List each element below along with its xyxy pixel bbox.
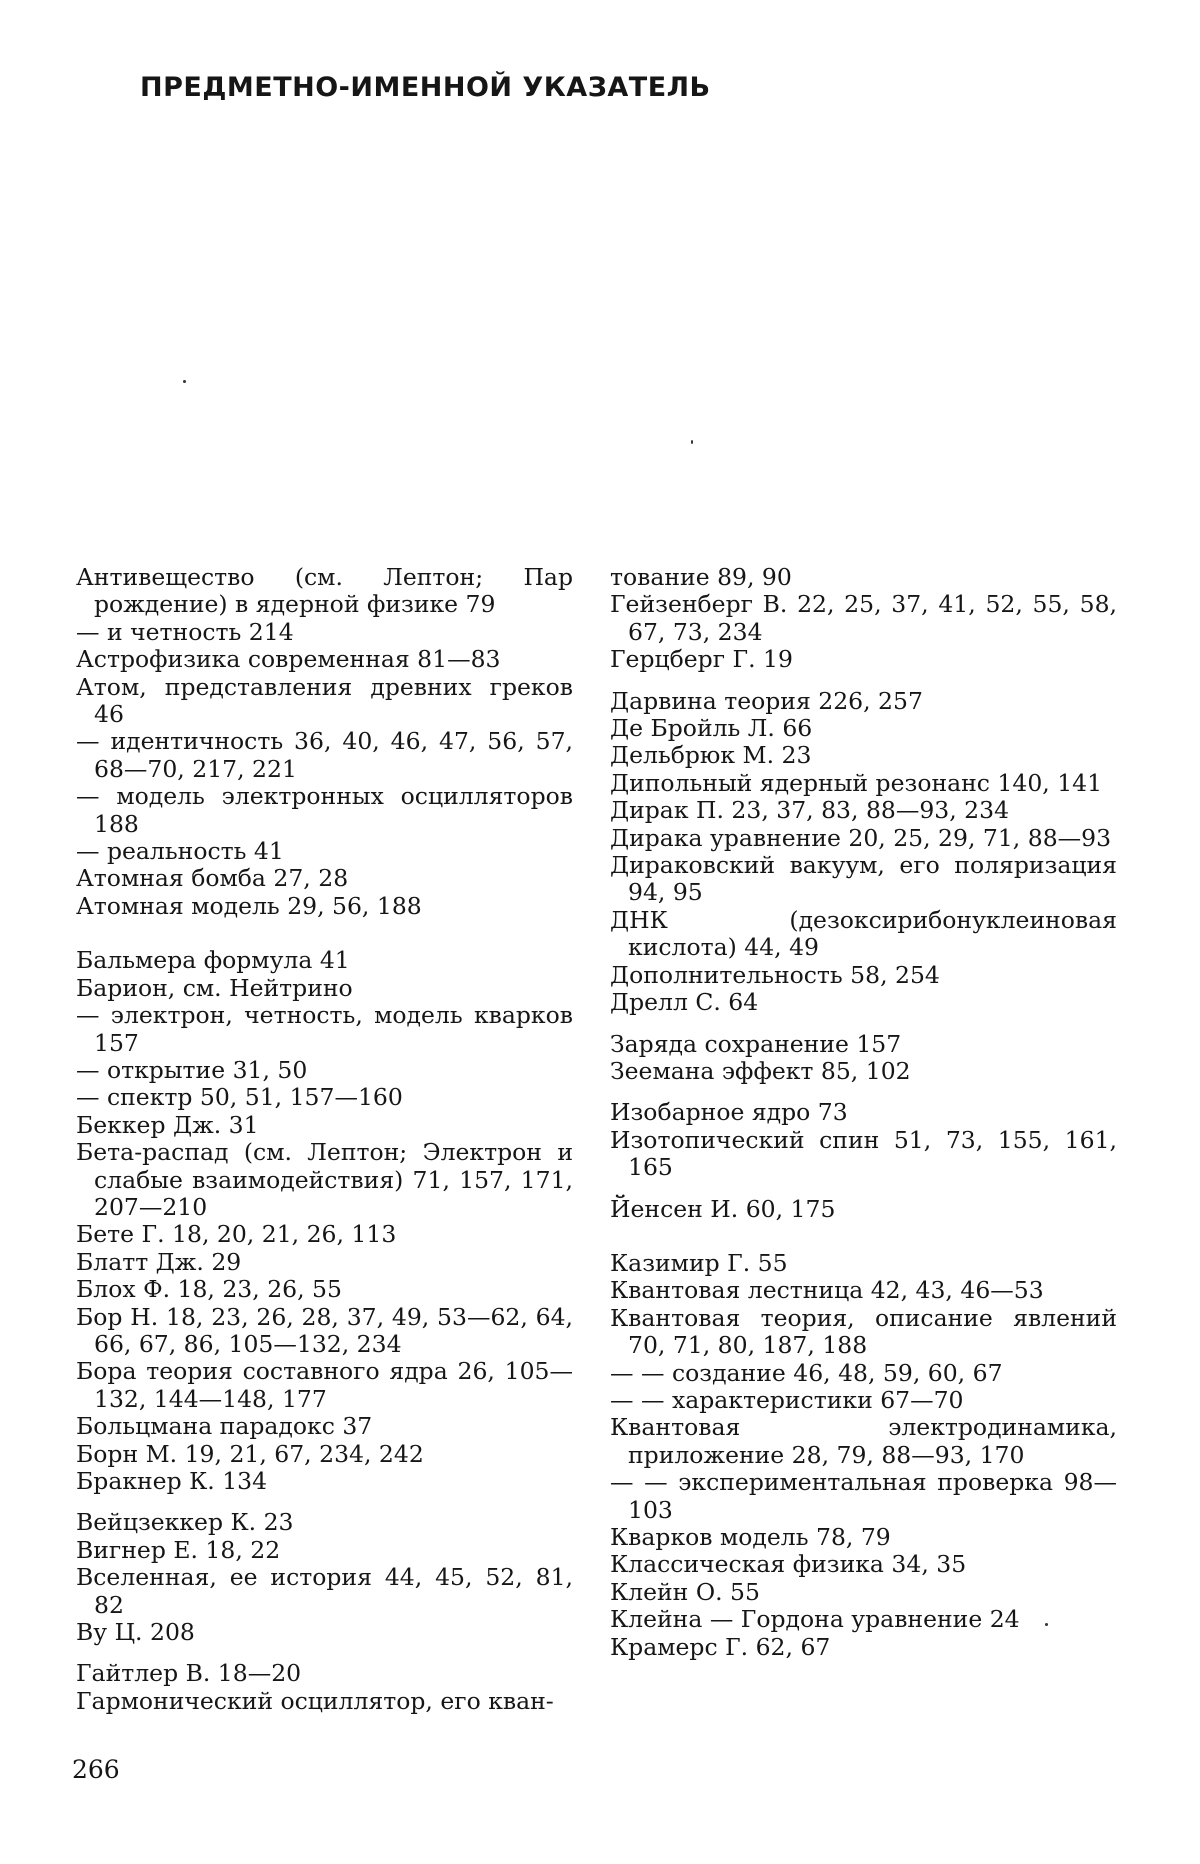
index-subentry: — реальность 41 (76, 837, 284, 866)
index-subentry: — — создание 46, 48, 59, 60, 67 (610, 1358, 1003, 1387)
index-entry: Вигнер Е. 18, 22 (76, 1535, 281, 1564)
index-entry: Герцберг Г. 19 (610, 645, 793, 674)
index-subentry: — идентичность 36, 40, 46, 47, 56, 57, 68—70, 217, 221 (76, 727, 573, 783)
index-subentry: — электрон, четность, модель кварков 157 (76, 1001, 573, 1057)
index-entry: Бракнер К. 134 (76, 1467, 268, 1495)
index-entry: Квантовая электродинамика, приложение 28, 79, 88—93, 170 (610, 1413, 1117, 1469)
index-entry: Крамерс Г. 62, 67 (610, 1632, 831, 1661)
index-entry: Дельбрюк М. 23 (610, 741, 812, 770)
index-entry: Антивещество (см. Лептон; Пар рождение) в ядерной физике 79 (76, 563, 573, 619)
index-subentry: — спектр 50, 51, 157—160 (76, 1083, 403, 1112)
index-entry: Атом, представления древних греков 46 (76, 672, 573, 729)
index-entry: Дрелл С. 64 (610, 988, 759, 1017)
index-subentry: — модель электронных осцилляторов 188 (76, 782, 573, 838)
index-entry: Борн М. 19, 21, 67, 234, 242 (76, 1439, 424, 1468)
index-entry: Квантовая лестница 42, 43, 46—53 (610, 1276, 1044, 1305)
index-entry: Блатт Дж. 29 (76, 1247, 242, 1276)
index-entry: ДНК (дезоксирибонуклеиновая кислота) 44, 49 (610, 905, 1117, 962)
index-entry: Кварков модель 78, 79 (610, 1523, 891, 1551)
page-title: ПРЕДМЕТНО-ИМЕННОЙ УКАЗАТЕЛЬ (140, 72, 711, 103)
index-entry: Барион, см. Нейтрино (76, 973, 353, 1002)
index-subentry: — — характеристики 67—70 (610, 1385, 964, 1414)
index-entry: Атомная бомба 27, 28 (76, 864, 349, 893)
index-entry: Беккер Дж. 31 (76, 1110, 259, 1139)
index-entry: Гайтлер В. 18—20 (76, 1659, 302, 1688)
index-entry: Гейзенберг В. 22, 25, 37, 41, 52, 55, 58, 67, 73, 234 (610, 590, 1117, 646)
index-entry: Бете Г. 18, 20, 21, 26, 113 (76, 1220, 397, 1249)
index-entry: Дирака уравнение 20, 25, 29, 71, 88—93 (610, 823, 1112, 852)
index-entry: Бальмера формула 41 (76, 946, 350, 975)
index-entry: Казимир Г. 55 (610, 1248, 788, 1277)
index-subentry: — и четность 214 (76, 617, 294, 646)
index-column-right (610, 564, 1117, 1661)
index-entry: Дирак П. 23, 37, 83, 88—93, 234 (610, 796, 1010, 825)
index-column-left (76, 564, 573, 1715)
index-entry: Клейн О. 55 (610, 1577, 760, 1606)
index-entry-continuation: тование 89, 90 (610, 563, 792, 591)
index-entry: Йенсен И. 60, 175 (610, 1194, 836, 1223)
index-entry: Заряда сохранение 157 (610, 1029, 902, 1058)
index-entry: Вейцзеккер К. 23 (76, 1508, 294, 1537)
index-entry: Блох Ф. 18, 23, 26, 55 (76, 1275, 342, 1304)
index-entry: Вселенная, ее история 44, 45, 52, 81, 82 (76, 1563, 573, 1619)
index-entry: Классическая физика 34, 35 (610, 1550, 967, 1579)
index-entry: Изотопический спин 51, 73, 155, 161, 165 (610, 1125, 1117, 1182)
index-entry: Бета-распад (см. Лептон; Электрон и слабые взаимодействия) 71, 157, 171, 207—210 (76, 1138, 573, 1221)
index-entry: Зеемана эффект 85, 102 (610, 1056, 911, 1085)
index-entry: Дополнительность 58, 254 (610, 960, 940, 989)
index-entry: Бор Н. 18, 23, 26, 28, 37, 49, 53—62, 64, 66, 67, 86, 105—132, 234 (76, 1302, 573, 1358)
index-subentry: — — экспериментальная проверка 98—103 (610, 1468, 1117, 1524)
index-subentry: — открытие 31, 50 (76, 1055, 308, 1084)
index-entry: Атомная модель 29, 56, 188 (76, 891, 422, 920)
index-entry: Бора теория составного ядра 26, 105—132, 144—148, 177 (76, 1357, 573, 1413)
index-entry: Дираковский вакуум, его поляризация 94, 95 (610, 851, 1117, 907)
print-speck (691, 440, 693, 444)
index-entry: Де Бройль Л. 66 (610, 714, 813, 743)
index-entry: Больцмана парадокс 37 (76, 1412, 373, 1441)
index-entry: Гармонический осциллятор, его кван- (76, 1686, 554, 1715)
index-entry: Астрофизика современная 81—83 (76, 645, 501, 674)
index-entry: Клейна — Гордона уравнение 24 (610, 1605, 1020, 1634)
index-entry: Квантовая теория, описание явлений 70, 71, 80, 187, 188 (610, 1303, 1117, 1360)
index-entry: Изобарное ядро 73 (610, 1098, 848, 1127)
print-speck (183, 380, 186, 383)
index-entry: Дипольный ядерный резонанс 140, 141 (610, 768, 1103, 797)
index-entry: Ву Ц. 208 (76, 1618, 195, 1647)
page-number: 266 (72, 1755, 120, 1784)
index-entry: Дарвина теория 226, 257 (610, 686, 923, 715)
